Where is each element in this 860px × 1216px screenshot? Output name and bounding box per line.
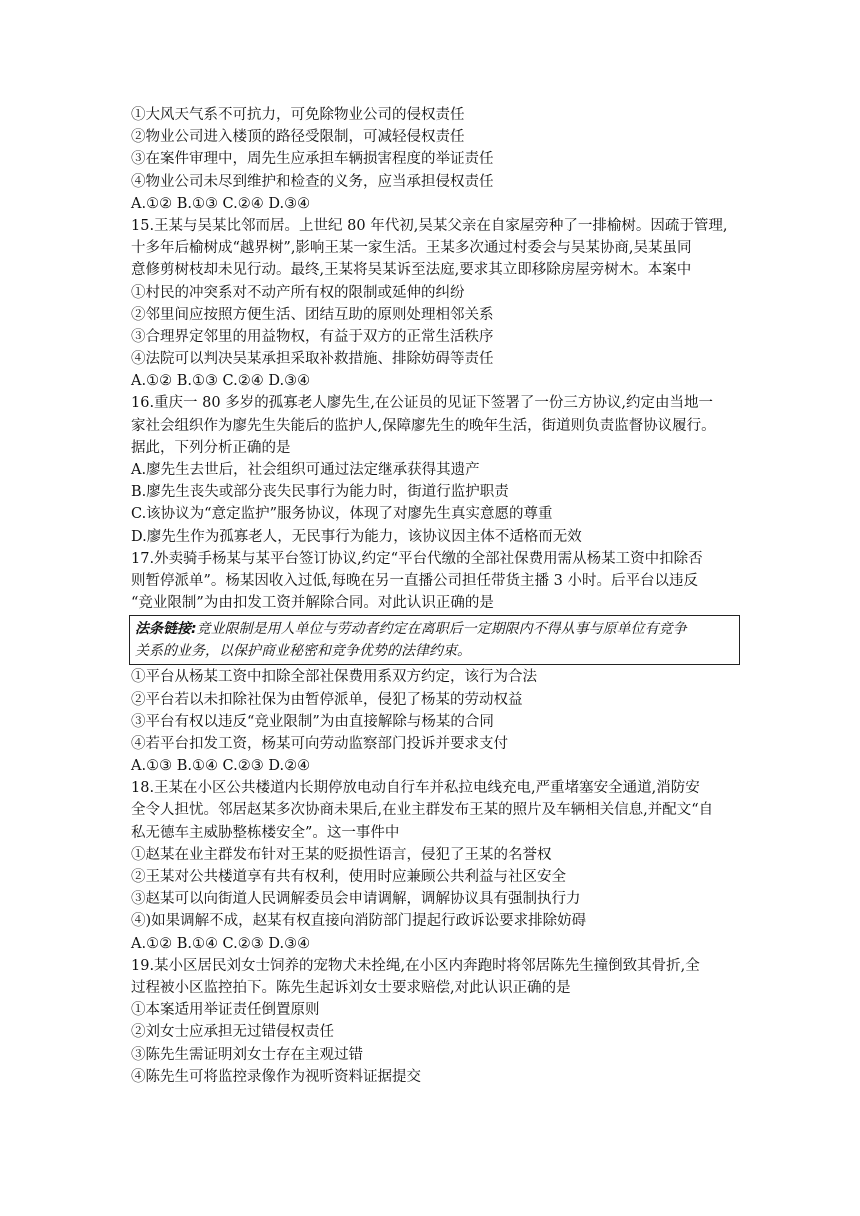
question-stem-line: 全令人担忧。邻居赵某多次协商未果后,在业主群发布王某的照片及车辆相关信息,并配文“自 (131, 802, 714, 819)
answer-choices: A.①② B.①③ C.②④ D.③④ (131, 195, 311, 212)
option-2: ②平台若以未扣除社保为由暂停派单，侵犯了杨某的劳动权益 (131, 691, 523, 708)
option-c: C.该协议为“意定监护”服务协议，体现了对廖先生真实意愿的尊重 (131, 506, 553, 523)
question-14-tail (131, 104, 737, 215)
answer-choices: A.①② B.①③ C.②④ D.③④ (131, 373, 311, 390)
option-1: ①村民的冲突系对不动产所有权的限制或延伸的纠纷 (131, 284, 465, 301)
question-stem-line: 则暂停派单”。杨某因收入过低,每晚在另一直播公司担任带货主播 3 小时。后平台以违反 (131, 572, 698, 589)
option-2: ②邻里间应按照方便生活、团结互助的原则处理相邻关系 (131, 306, 494, 323)
question-stem-line: 19.某小区居民刘女士饲养的宠物犬未拴绳,在小区内奔跑时将邻居陈先生撞倒致其骨折,全 (131, 957, 700, 974)
option-3: ③合理界定邻里的用益物权，有益于双方的正常生活秩序 (131, 328, 494, 345)
question-stem-line: 十多年后榆树成“越界树”,影响王某一家生活。王某多次通过村委会与吴某协商,吴某虽同 (131, 240, 692, 257)
question-stem-line: 16.重庆一 80 多岁的孤寡老人廖先生,在公证员的见证下签署了一份三方协议,约定由当地一 (131, 395, 713, 412)
option-3: ③平台有权以违反“竞业限制”为由直接解除与杨某的合同 (131, 713, 494, 730)
question-stem-line: 过程被小区监控拍下。陈先生起诉刘女士要求赔偿,对此认识正确的是 (131, 979, 571, 996)
question-stem-line: 17.外卖骑手杨某与某平台签订协议,约定“平台代缴的全部社保费用需从杨某工资中扣除否 (131, 550, 703, 567)
option-2: ②物业公司进入楼顶的路径受限制，可减轻侵权责任 (131, 129, 465, 146)
option-d: D.廖先生作为孤寡老人，无民事行为能力，该协议因主体不适格而无效 (131, 528, 582, 545)
option-4: ④陈先生可将监控录像作为视听资料证据提交 (131, 1068, 421, 1085)
question-19 (131, 955, 737, 1088)
option-1: ①大风天气系不可抗力，可免除物业公司的侵权责任 (131, 107, 465, 123)
question-18 (131, 777, 737, 955)
option-b: B.廖先生丧失或部分丧失民事行为能力时，街道行监护职责 (131, 484, 509, 501)
exam-page (131, 104, 737, 1088)
option-1: ①赵某在业主群发布针对王某的贬损性语言，侵犯了王某的名誉权 (131, 846, 552, 863)
option-4: ④若平台扣发工资，杨某可向劳动监察部门投诉并要求支付 (131, 735, 508, 752)
law-link-text: 竞业限制是用人单位与劳动者约定在离职后一定期限内不得从事与原单位有竞争 (196, 621, 687, 638)
option-4: ④物业公司未尽到维护和检查的义务，应当承担侵权责任 (131, 173, 494, 190)
option-1: ①本案适用举证责任倒置原则 (131, 1002, 320, 1019)
question-stem-line: 家社会组织作为廖先生失能后的监护人,保障廖先生的晚年生活，街道则负责监督协议履行。 (131, 417, 716, 434)
question-stem-line: 意修剪树枝却未见行动。最终,王某将吴某诉至法庭,要求其立即移除房屋旁树木。本案中 (131, 262, 692, 279)
law-link-label: 法条链接: (135, 621, 197, 638)
law-link-box (129, 615, 740, 665)
option-3: ③在案件审理中，周先生应承担车辆损害程度的举证责任 (131, 151, 494, 168)
option-3: ③陈先生需证明刘女士存在主观过错 (131, 1046, 363, 1063)
option-4: ④)如果调解不成，赵某有权直接向消防部门提起行政诉讼要求排除妨碍 (131, 913, 587, 930)
question-stem-line: “竞业限制”为由扣发工资并解除合同。对此认识正确的是 (131, 595, 494, 612)
question-stem-line: 据此，下列分析正确的是 (131, 439, 291, 456)
law-link-text: 关系的业务，以保护商业秘密和竞争优势的法律约束。 (135, 643, 471, 660)
question-17 (131, 548, 737, 778)
question-stem-line: 18.王某在小区公共楼道内长期停放电动自行车并私拉电线充电,严重堵塞安全通道,消防安 (131, 780, 700, 797)
option-3: ③赵某可以向街道人民调解委员会申请调解，调解协议具有强制执行力 (131, 891, 581, 908)
question-stem-line: 私无德车主威胁整栋楼安全”。这一事件中 (131, 824, 400, 841)
option-2: ②刘女士应承担无过错侵权责任 (131, 1024, 334, 1041)
answer-choices: A.①③ B.①④ C.②③ D.②④ (131, 758, 311, 775)
question-15 (131, 215, 737, 393)
answer-choices: A.①② B.①④ C.②③ D.③④ (131, 935, 311, 952)
question-stem-line: 15.王某与吴某比邻而居。上世纪 80 年代初,吴某父亲在自家屋旁种了一排榆树。因疏于管理, (131, 217, 728, 234)
option-4: ④法院可以判决吴某承担采取补救措施、排除妨碍等责任 (131, 351, 494, 368)
law-link-line (135, 618, 734, 640)
option-2: ②王某对公共楼道享有共有权利，使用时应兼顾公共利益与社区安全 (131, 869, 566, 885)
option-a: A.廖先生去世后，社会组织可通过法定继承获得其遗产 (131, 462, 480, 478)
option-1: ①平台从杨某工资中扣除全部社保费用系双方约定，该行为合法 (131, 669, 537, 686)
question-16 (131, 392, 737, 547)
